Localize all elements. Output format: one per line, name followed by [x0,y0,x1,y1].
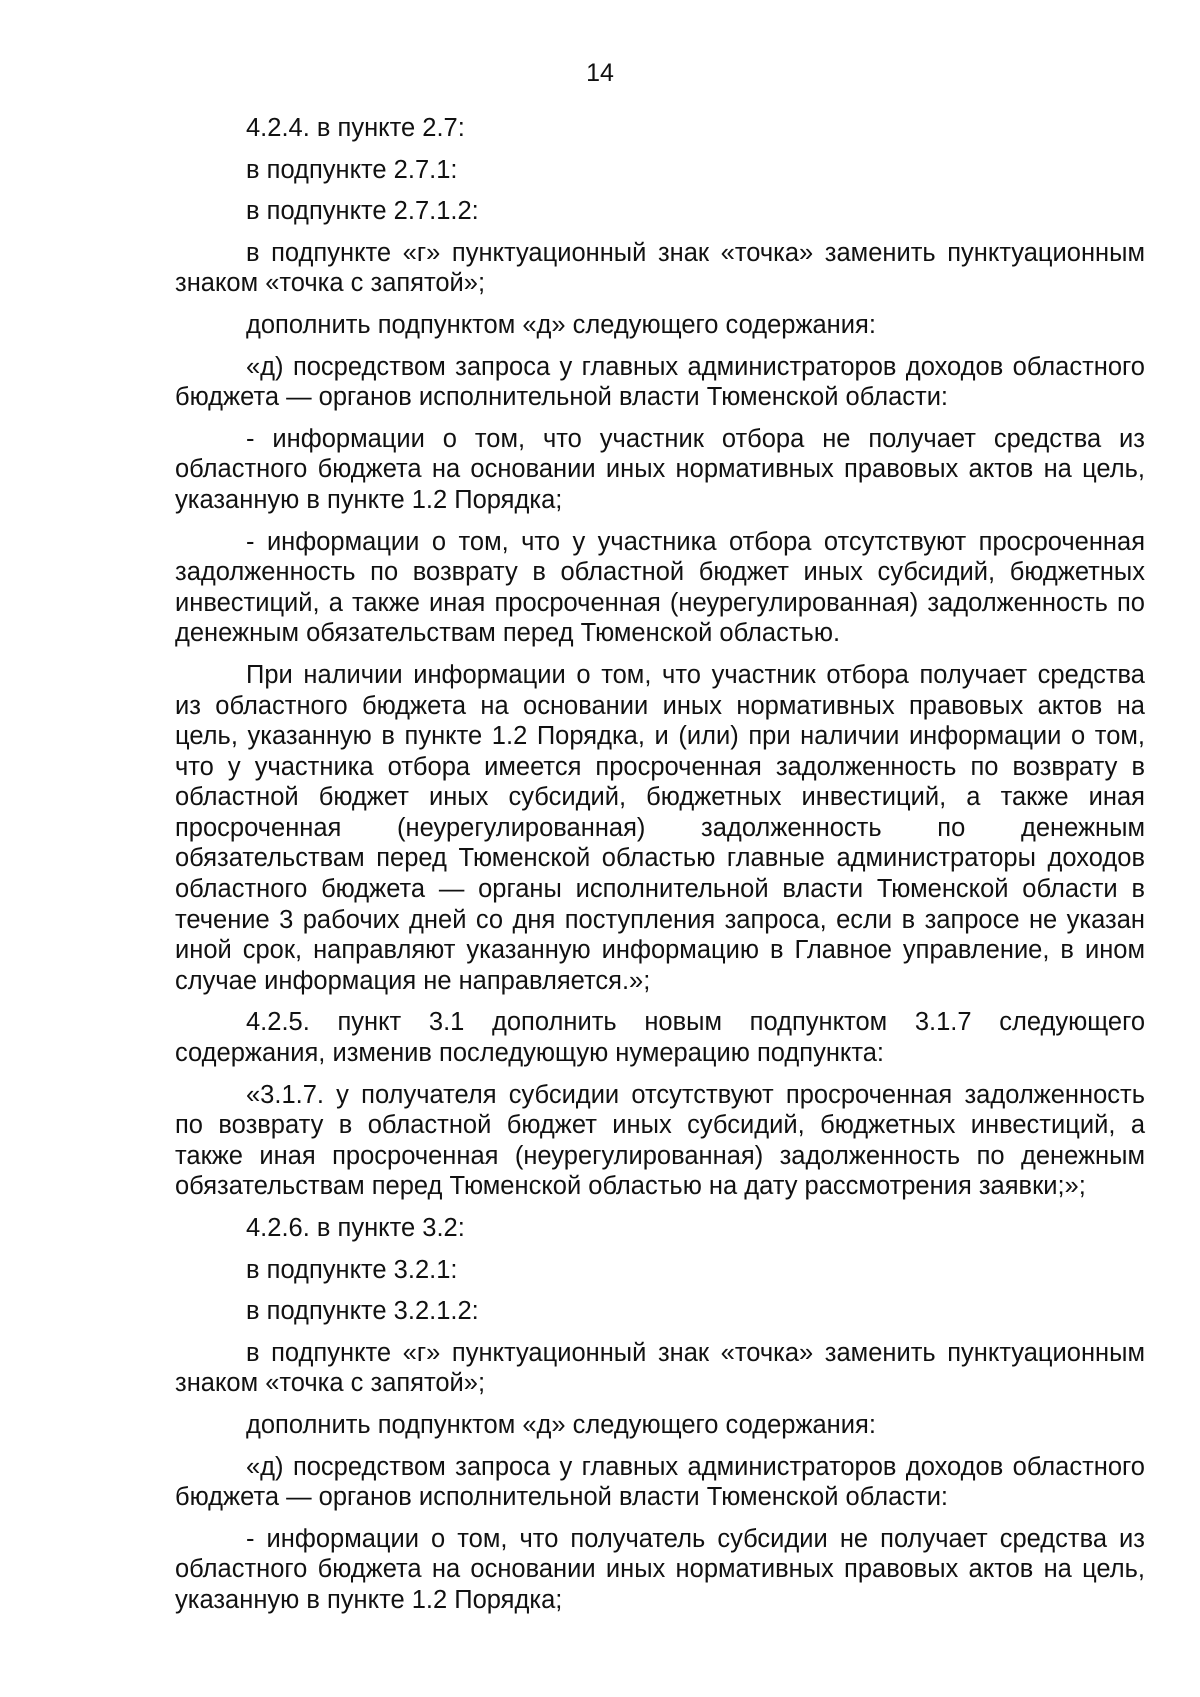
paragraph-add-subitem-d-2: дополнить подпунктом «д» следующего содержания: [246,1410,876,1439]
paragraph-4-2-5: 4.2.5. пункт 3.1 дополнить новым подпунктом 3.1.7 следующего содержания, изменив последующую нумерацию подпункта: [175,1008,1145,1068]
paragraph-3-1-7: «3.1.7. у получателя субсидии отсутствуют просроченная задолженность по возврату в областной бюджет иных субсидий, бюджетных инвестиций, а также иная просроченная (неурегулированная) задолженность по денежным обязательствам перед Тюменской областью на дату рассмотрения заявки;»; [175,1080,1145,1201]
paragraph-subitem-3-2-1-2: в подпункте 3.2.1.2: [246,1297,479,1326]
paragraph-info-funds: - информации о том, что участник отбора не получает средства из областного бюджета на основании иных нормативных правовых актов на цель, указанную в пункте 1.2 Порядка; [175,424,1145,514]
document-body [175,113,1145,1627]
paragraph-info-recipient-funds: - информации о том, что получатель субсидии не получает средства из областного бюджета на основании иных нормативных правовых актов на цель, указанную в пункте 1.2 Порядка; [175,1524,1145,1614]
paragraph-subitem-2-7-1-2: в подпункте 2.7.1.2: [246,197,479,226]
paragraph-punctuation-change: в подпункте «г» пунктуационный знак «точка» заменить пунктуационным знаком «точка с запятой»; [175,238,1145,298]
paragraph-add-subitem-d: дополнить подпунктом «д» следующего содержания: [246,310,876,339]
paragraph-punctuation-change-2: в подпункте «г» пунктуационный знак «точка» заменить пунктуационным знаком «точка с запятой»; [175,1338,1145,1398]
paragraph-subitem-d-text-2: «д) посредством запроса у главных администраторов доходов областного бюджета — органов исполнительной власти Тюменской области: [175,1452,1145,1512]
paragraph-subitem-3-2-1: в подпункте 3.2.1: [246,1255,458,1284]
paragraph-subitem-d-text: «д) посредством запроса у главных администраторов доходов областного бюджета — органов исполнительной власти Тюменской области: [175,352,1145,412]
paragraph-4-2-4: 4.2.4. в пункте 2.7: [246,114,465,142]
paragraph-4-2-6: 4.2.6. в пункте 3.2: [246,1214,465,1242]
paragraph-if-info: При наличии информации о том, что участник отбора получает средства из областного бюджета на основании иных нормативных правовых актов на цель, указанную в пункте 1.2 Порядка, и (или) при наличии информации о том, что у участника отбора имеется просроченная задолженность по возврату в областной бюджет иных субсидий, бюджетных инвестиций, а также иная просроченная (неурегулированная) задолженность по денежным обязательствам перед Тюменской областью главные администраторы доходов областного бюджета — органы исполнительной власти Тюменской области в течение 3 рабочих дней со дня поступления запроса, если в запросе не указан иной срок, направляют указанную информацию в Главное управление, в ином случае информация не направляется.»; [175,660,1145,995]
paragraph-info-debt: - информации о том, что у участника отбора отсутствуют просроченная задолженность по возврату в областной бюджет иных субсидий, бюджетных инвестиций, а также иная просроченная (неурегулированная) задолженность по денежным обязательствам перед Тюменской областью. [175,527,1145,648]
paragraph-subitem-2-7-1: в подпункте 2.7.1: [246,155,458,184]
page-number: 14 [586,59,614,87]
